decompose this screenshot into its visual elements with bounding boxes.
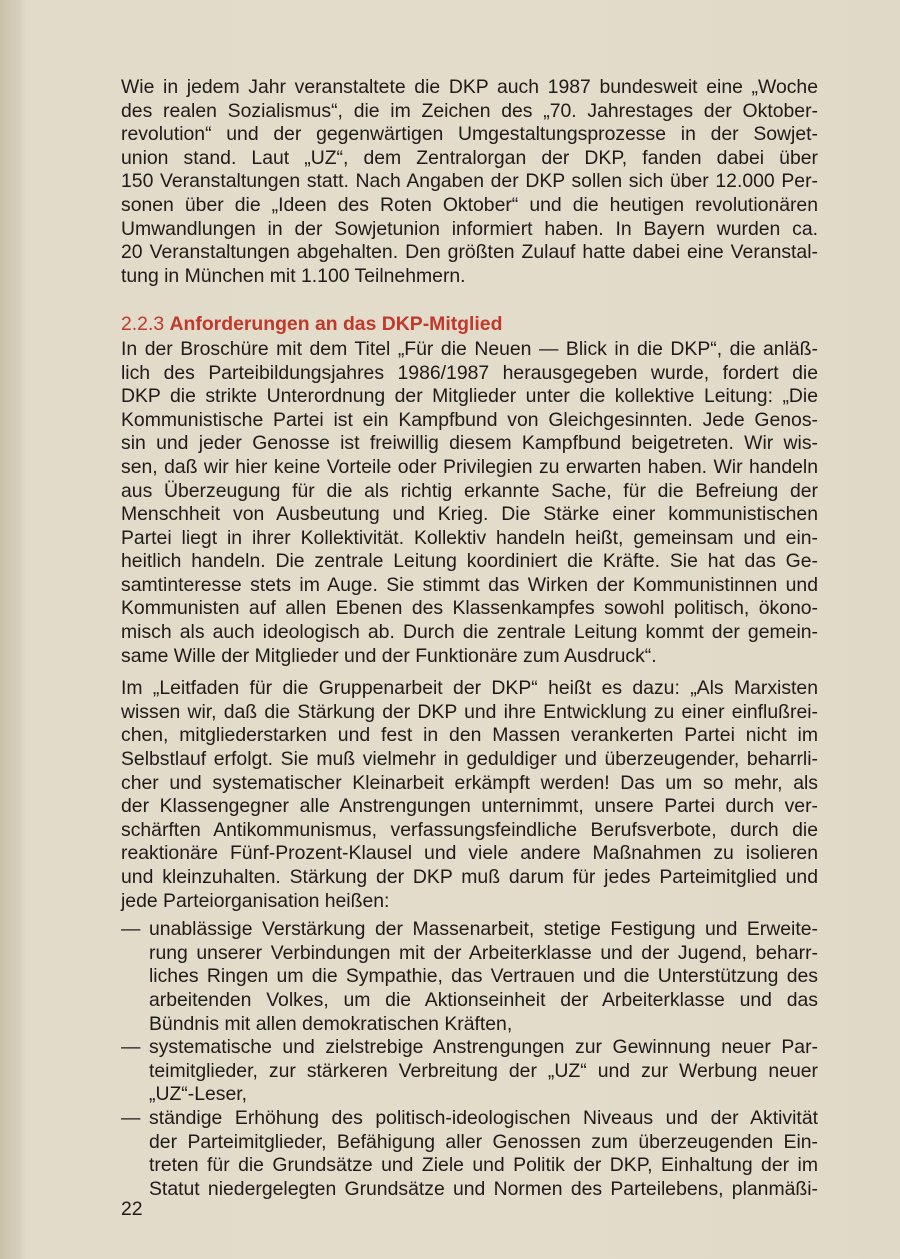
text-line: sen, daß wir hier keine Vorteile oder Privilegien zu erwarten haben. Wir handeln: [121, 455, 818, 478]
section-heading: [121, 313, 818, 337]
text-line: Menschheit von Ausbeutung und Krieg. Die Stärke einer kommunistischen: [121, 503, 818, 526]
text-line: revolution“ und der gegenwärtigen Umgestaltungsprozesse in der Sowjet-: [121, 123, 818, 146]
text-line: unablässige Verstärkung der Massenarbeit, stetige Festigung und Erweite-: [149, 918, 818, 941]
text-line: reaktionäre Fünf-Prozent-Klausel und viele andere Maßnahmen zu isolieren: [121, 842, 818, 865]
text-line: der Klassengegner alle Anstrengungen unternimmt, unsere Partei durch ver-: [121, 795, 818, 818]
text-line: „UZ“-Leser,: [149, 1083, 248, 1106]
list-item: [121, 1107, 818, 1201]
list-dash: —: [121, 918, 141, 941]
text-line: Statut niedergelegten Grundsätze und Normen des Parteilebens, planmäßi-: [149, 1177, 818, 1200]
text-line: union stand. Laut „UZ“, dem Zentralorgan der DKP, fanden dabei über: [121, 146, 818, 169]
text-line: 20 Veranstaltungen abgehalten. Den größten Zulauf hatte dabei eine Veranstal-: [121, 241, 818, 264]
text-line: des realen Sozialismus“, die im Zeichen des „70. Jahrestages der Oktober-: [121, 99, 818, 122]
text-line: misch als auch ideologisch ab. Durch die zentrale Leitung kommt der gemein-: [121, 621, 818, 644]
text-line: der Parteimitglieder, Befähigung aller Genossen zum überzeugenden Ein-: [149, 1130, 818, 1153]
text-line: Wie in jedem Jahr veranstaltete die DKP auch 1987 bundesweit eine „Woche: [121, 76, 818, 98]
text-line: chen, mitgliederstarken und fest in den Massen verankerten Partei nicht im: [121, 724, 818, 747]
text-line: Partei liegt in ihrer Kollektivität. Kollektiv handeln heißt, gemeinsam und ein-: [121, 526, 818, 549]
list-dash: —: [121, 1106, 141, 1129]
text-line: DKP die strikte Unterordnung der Mitglieder unter die kollektive Leitung: „Die: [121, 385, 818, 408]
list-item: [121, 1036, 818, 1107]
text-line: treten für die Grundsätze und Ziele und Politik der DKP, Einhaltung der im: [149, 1154, 818, 1177]
text-line: Bündnis mit allen demokratischen Kräften,: [149, 1012, 513, 1035]
text-line: cher und systematischer Kleinarbeit erkämpft werden! Das um so mehr, als: [121, 771, 818, 794]
text-line: Im „Leitfaden für die Gruppenarbeit der DKP“ heißt es dazu: „Als Marxisten: [121, 677, 818, 700]
text-line: same Wille der Mitglieder und der Funktionäre zum Ausdruck“.: [121, 644, 657, 667]
text-line: sin und jeder Genosse ist freiwillig diesem Kampfbund beigetreten. Wir wis-: [121, 432, 818, 455]
section-number: 2.2.3: [121, 313, 165, 336]
list-dash: —: [121, 1036, 141, 1059]
list-item: [121, 918, 818, 1036]
section-title: Anforderungen an das DKP-Mitglied: [169, 313, 503, 336]
text-line: In der Broschüre mit dem Titel „Für die Neuen — Blick in die DKP“, die anläß-: [121, 337, 818, 360]
page-binding-shadow: [0, 0, 26, 1259]
text-line: liches Ringen um die Sympathie, das Vertrauen und die Unterstützung des: [149, 965, 818, 988]
text-line: samtinteresse stets im Auge. Sie stimmt das Wirken der Kommunistinnen und: [121, 573, 818, 596]
text-line: heitlich handeln. Die zentrale Leitung koordiniert die Kräfte. Sie hat das Ge-: [121, 550, 818, 573]
text-line: systematische und zielstrebige Anstrengungen zur Gewinnung neuer Par-: [149, 1036, 818, 1059]
page-number: 22: [121, 1198, 143, 1220]
text-line: jede Parteiorganisation heißen:: [121, 889, 390, 912]
paragraph-woche-des-sozialismus: [121, 76, 818, 288]
text-line: Umwandlungen in der Sowjetunion informiert haben. In Bayern wurden ca.: [121, 217, 818, 240]
paragraph-leitfaden: [121, 677, 818, 913]
text-line: aus Überzeugung für die als richtig erkannte Sache, für die Befreiung der: [121, 479, 818, 502]
page-content: [121, 76, 818, 1201]
text-line: ständige Erhöhung des politisch-ideologischen Niveaus und der Aktivität: [149, 1106, 818, 1129]
text-line: lich des Parteibildungsjahres 1986/1987 herausgegeben wurde, fordert die: [121, 361, 818, 384]
text-line: teimitglieder, zur stärkeren Verbreitung der „UZ“ und zur Werbung neuer: [149, 1059, 818, 1082]
text-line: sonen über die „Ideen des Roten Oktober“ und die heutigen revolutionären: [121, 193, 818, 216]
text-line: und kleinzuhalten. Stärkung der DKP muß darum für jedes Parteimitglied und: [121, 866, 818, 888]
text-line: Kommunistische Partei ist ein Kampfbund von Gleichgesinnten. Jede Genos-: [121, 408, 818, 431]
paragraph-broschuere: [121, 338, 818, 668]
text-line: wissen wir, daß die Stärkung der DKP und ihre Entwicklung zu einer einflußrei-: [121, 700, 818, 723]
text-line: 150 Veranstaltungen statt. Nach Angaben der DKP sollen sich über 12.000 Per-: [121, 170, 818, 193]
text-line: Kommunisten auf allen Ebenen des Klassenkampfes sowohl politisch, ökono-: [121, 597, 818, 620]
text-line: schärften Antikommunismus, verfassungsfeindliche Berufsverbote, durch die: [121, 818, 818, 841]
text-line: rung unserer Verbindungen mit der Arbeiterklasse und der Jugend, beharr-: [149, 941, 818, 964]
text-line: Selbstlauf erfolgt. Sie muß vielmehr in geduldiger und überzeugender, beharrli-: [121, 748, 818, 771]
text-line: arbeitenden Volkes, um die Aktionseinheit der Arbeiterklasse und das: [149, 988, 818, 1011]
text-line: tung in München mit 1.100 Teilnehmern.: [121, 264, 466, 287]
